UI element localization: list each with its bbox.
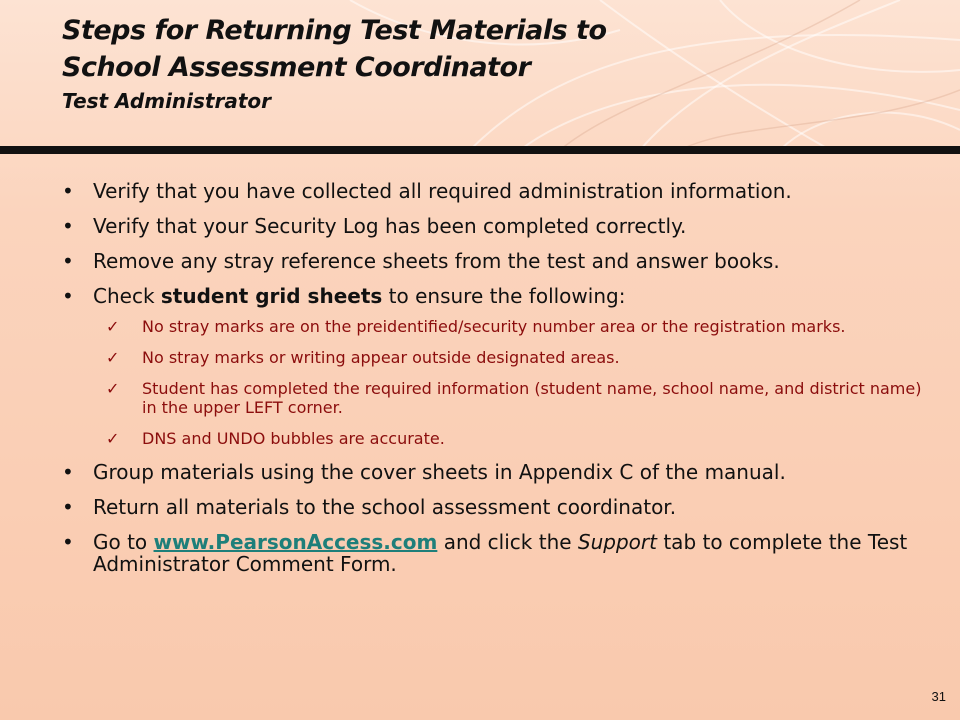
bullet-item xyxy=(62,250,922,272)
page-number: 31 xyxy=(931,689,946,704)
checklist-item xyxy=(93,379,922,417)
checklist xyxy=(93,317,922,448)
bullet-text xyxy=(93,284,625,308)
bullet-item xyxy=(62,215,922,237)
bullet-item xyxy=(62,496,922,518)
bullet-icon: • xyxy=(62,214,74,238)
bullet-icon: • xyxy=(62,460,74,484)
bullet-text-part: to ensure the following: xyxy=(382,284,626,308)
slide-body xyxy=(62,180,922,588)
checkmark-icon: ✓ xyxy=(106,348,120,367)
bullet-text: Verify that your Security Log has been completed correctly. xyxy=(93,214,687,238)
bullet-text xyxy=(93,530,907,576)
bullet-item xyxy=(62,285,922,448)
support-tab-reference: Support xyxy=(577,530,657,554)
checklist-text: DNS and UNDO bubbles are accurate. xyxy=(142,429,445,448)
bullet-item xyxy=(62,180,922,202)
title-divider xyxy=(0,146,960,154)
checkmark-icon: ✓ xyxy=(106,317,120,336)
bullet-text-part: Check xyxy=(93,284,161,308)
bullet-icon: • xyxy=(62,284,74,308)
bullet-icon: • xyxy=(62,249,74,273)
checklist-item xyxy=(93,317,922,336)
checkmark-icon: ✓ xyxy=(106,379,120,398)
bullet-text: Group materials using the cover sheets in Appendix C of the manual. xyxy=(93,460,786,484)
slide-title-line-2: School Assessment Coordinator xyxy=(62,52,531,83)
bullet-icon: • xyxy=(62,495,74,519)
checklist-item xyxy=(93,348,922,367)
slide-subtitle: Test Administrator xyxy=(62,89,272,113)
bullet-text: Remove any stray reference sheets from the test and answer books. xyxy=(93,249,780,273)
bullet-icon: • xyxy=(62,179,74,203)
emphasized-text: student grid sheets xyxy=(160,284,383,308)
checklist-text: No stray marks or writing appear outside designated areas. xyxy=(142,348,620,367)
checklist-item xyxy=(93,429,922,448)
bullet-item xyxy=(62,461,922,483)
bullet-text-part: Go to xyxy=(93,530,154,554)
main-bullet-list xyxy=(62,180,922,575)
slide-title-block xyxy=(62,12,942,114)
bullet-item xyxy=(62,531,922,575)
bullet-text-part: and click the xyxy=(437,530,578,554)
checklist-text: No stray marks are on the preidentified/security number area or the registration marks. xyxy=(142,317,846,336)
checklist-text: Student has completed the required information (student name, school name, and district name) in the upper LEFT corner. xyxy=(142,379,922,417)
slide-title-line-1: Steps for Returning Test Materials to xyxy=(62,15,607,46)
bullet-text: Return all materials to the school assessment coordinator. xyxy=(93,495,677,519)
pearson-access-link[interactable]: www.PearsonAccess.com xyxy=(153,530,438,554)
bullet-text: Verify that you have collected all required administration information. xyxy=(93,179,792,203)
checkmark-icon: ✓ xyxy=(106,429,120,448)
bullet-text-part: tab to complete the Test Administrator Comment Form. xyxy=(93,530,908,576)
bullet-icon: • xyxy=(62,530,74,554)
